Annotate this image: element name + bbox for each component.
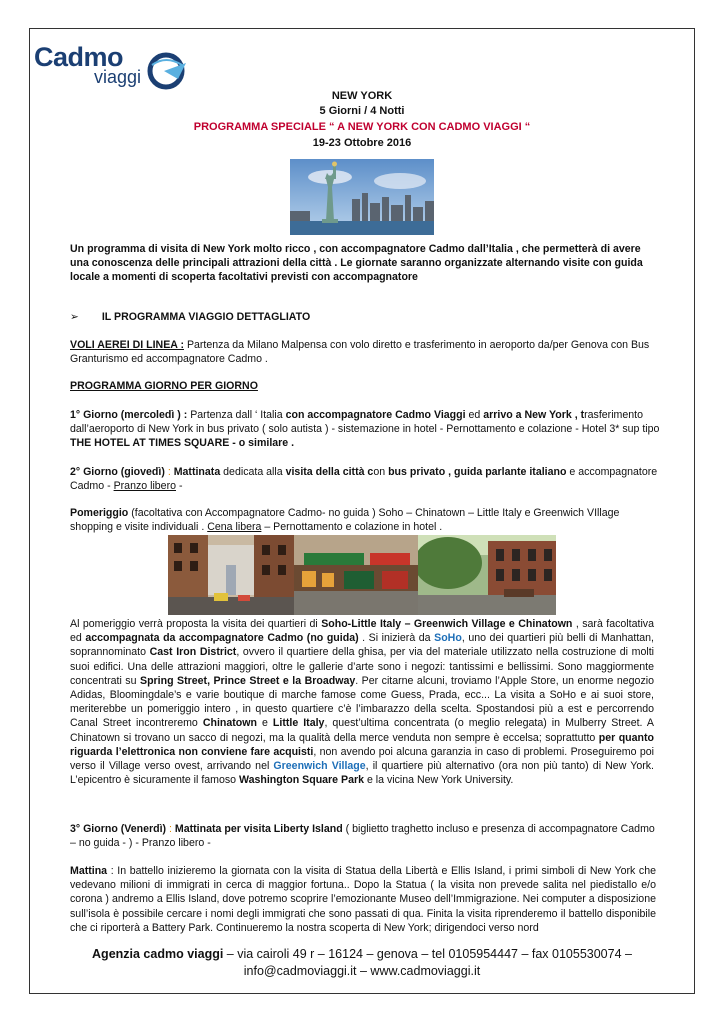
arrow-bullet-icon: ➢ [70, 311, 79, 323]
day1-label: 1° Giorno (mercoledì ) : [70, 409, 188, 421]
day3-bold: Mattinata per visita Liberty Island [174, 823, 343, 835]
detail-text: e la vicina New York University. [364, 774, 514, 787]
day2-bold: visita della città c [285, 466, 374, 478]
day1-text: rasferimento dall’aeroporto di New York in bus privato ( solo autista ) - sistemazione in hotel - Pernottamento e colazione - Hotel 3* sup tipo [70, 409, 660, 436]
detail-bold: Cast Iron District [149, 646, 237, 659]
day1-bold: arrivo a New York , t [483, 409, 585, 421]
flights-label: VOLI AEREI DI LINEA : [70, 339, 184, 351]
greenwich-village-link: Greenwich Village [273, 760, 366, 773]
day1-bold: con accompagnatore Cadmo Viaggi [285, 409, 466, 421]
day2-label: 2° Giorno (giovedì) [70, 466, 165, 478]
section-title: IL PROGRAMMA VIAGGIO DETTAGLIATO [101, 311, 311, 323]
detail-bold: Spring Street, Prince Street e la Broadway [140, 674, 356, 687]
detail-bold: accompagnata da accompagnatore Cadmo (no guida) [85, 632, 359, 645]
footer-address-text: – via cairoli 49 r – 16124 – genova – tel 0105954447 – fax 0105530074 – [223, 947, 632, 961]
soho-street-photo [168, 535, 294, 615]
footer-address [0, 946, 724, 962]
afternoon-paragraph [70, 506, 660, 534]
detail-text: , sarà facoltativa ed [70, 618, 654, 645]
morning-paragraph [70, 864, 656, 935]
logo-sub: viaggi [94, 67, 142, 87]
afternoon-text: (facoltativa con Accompagnatore Cadmo- no guida ) Soho – Chinatown – Little Italy e Greenwich VIllage shopping e visite individuali . [70, 507, 620, 534]
afternoon-detail-paragraph [70, 617, 654, 787]
detail-bold: Soho-Little Italy – Greenwich Village e Chinatown [321, 618, 573, 630]
detail-text: , non avendo poi alcuna garanzia in caso di problemi. Proseguiremo poi verso il Village verso ovest, arrivando nel [70, 745, 654, 773]
detail-text: e [256, 717, 273, 730]
cadmo-logo [34, 43, 194, 95]
day2-text: e accompagnatore Cadmo - [70, 466, 658, 493]
day2-paragraph [70, 465, 660, 493]
header-program: PROGRAMMA SPECIALE “ A NEW YORK CON CADMO VIAGGI “ [193, 121, 531, 133]
day1-hotel: THE HOTEL AT TIMES SQUARE - o similare . [70, 437, 295, 450]
day1-paragraph [70, 408, 660, 451]
detail-text: , il quartiere più alternativo (ora non più tanto) di New York. L’epicentro è sicuramente il famoso [70, 760, 655, 787]
statue-of-liberty-photo [290, 159, 434, 235]
flights-text: Partenza da Milano Malpensa con volo diretto e trasferimento in aeroporto da/per Genova con Bus Granturismo ed accompagnatore Cadmo . [70, 339, 650, 366]
day2-text: on [373, 466, 389, 478]
day1-text: ed [465, 409, 484, 421]
detail-text: , quest’ultima concentrata (o meglio relegata) in Mulberry Street. A Chinatown si trovano un sacco di negozi, ma la qualità della merce venduta non sempre è eccelsa; soprattutto [70, 717, 654, 744]
header-city: NEW YORK [331, 90, 393, 102]
day3-label: 3° Giorno (Venerdì) [70, 823, 167, 835]
section-bullet [70, 311, 310, 323]
morning-label: Mattina [70, 865, 108, 877]
afternoon-dinner: Cena libera [207, 521, 262, 534]
detail-text: , uno dei quartieri più belli di Manhattan, soprannominato [70, 632, 654, 659]
globe-plane-icon [146, 51, 190, 91]
day1-text: Partenza dall ‘ Italia [187, 409, 286, 421]
daily-program-title: PROGRAMMA GIORNO PER GIORNO [70, 380, 258, 392]
header-dates: 19-23 Ottobre 2016 [312, 137, 412, 149]
logo-brand: Cadmo [34, 42, 124, 72]
day2-text: dedicata alla [220, 466, 286, 478]
soho-link: SoHo [434, 632, 462, 645]
day3-colon: : [166, 823, 175, 835]
day2-bold: bus privato , guida parlante italiano [388, 466, 567, 478]
day2-colon: : [164, 466, 174, 478]
footer-contacts: info@cadmoviaggi.it – www.cadmoviaggi.it [243, 964, 481, 978]
detail-text: . Si inizierà da [358, 632, 435, 645]
chinatown-street-photo [294, 535, 418, 615]
day2-mattinata: Mattinata [173, 466, 221, 478]
detail-bold: Washington Square Park [239, 774, 364, 787]
day2-lunch: Pranzo libero [113, 480, 176, 493]
detail-bold: Little Italy [272, 717, 325, 730]
afternoon-text: – Pernottamento e colazione in hotel . [261, 521, 443, 534]
day3-text: ( biglietto traghetto incluso e presenza di accompagnatore Cadmo – no guida - ) - Pranzo libero - [70, 823, 655, 850]
footer-agency: Agenzia cadmo viaggi [92, 947, 224, 961]
day3-paragraph [70, 822, 660, 850]
detail-text: Al pomeriggio verrà proposta la visita dei quartieri di [70, 618, 322, 630]
detail-text: , ovvero il quartiere della ghisa, per via del materiale utilizzato nella costruzione di molti suoi edifici. Una delle attrazioni maggiori, oltre le gallerie d’arte sono i negozi: tantissimi e bellissimi. Sono maggiormente concentrati su [70, 646, 655, 687]
detail-bold: per quanto riguarda l’elettronica non conviene fare acquisti [70, 731, 655, 758]
intro-paragraph: Un programma di visita di New York molto ricco , con accompagnatore Cadmo dall’Italia , che permetterà di avere una conoscenza delle principali attrazioni della città . Le giornate saranno organizzate alternando visite con guida locale a momenti di scoperta facoltativi previsti con accompagnatore [70, 243, 643, 284]
afternoon-label: Pomeriggio [70, 507, 129, 519]
day2-text: - [176, 480, 183, 493]
greenwich-village-street-photo [418, 535, 556, 615]
morning-text: : In battello inizieremo la giornata con la visita di Statua della Libertà e Ellis Island, i primi simboli di New York che vedevano milioni di immigrati in cerca di maggior fortuna.. Dopo la Statua ( la visita non prevede salita nel piedistallo e/o corona ) andremo a Ellis Island, dove potremo scoprire l’emozionante Museo dell’Immigrazione. Nei computer a disposizione sull’isola è possibile cercare i nomi degli immigrati che sono passati di qua. Finita la visita riprenderemo il battello disponibile che ci riporterà a Battery Park. Continueremo la nostra scoperta di New York; dirigendoci verso nord [70, 865, 656, 934]
header-duration: 5 Giorni / 4 Notti [319, 105, 405, 117]
detail-bold: Chinatown [202, 717, 257, 730]
detail-text: . Per citarne alcuni, troviamo l’Apple Store, un enorme negozio Adidas, Bloomingdale’s e varie boutique di marche famose come Guess, Prada, ecc... La visita a SoHo e ai suoi store, meriterebbe un pomeriggio intero , in questo quartiere c’è l’imbarazzo della scelta. Spostandosi più a est e percorrendo Canal Street incontreremo [70, 674, 654, 730]
flights-paragraph [70, 338, 660, 366]
